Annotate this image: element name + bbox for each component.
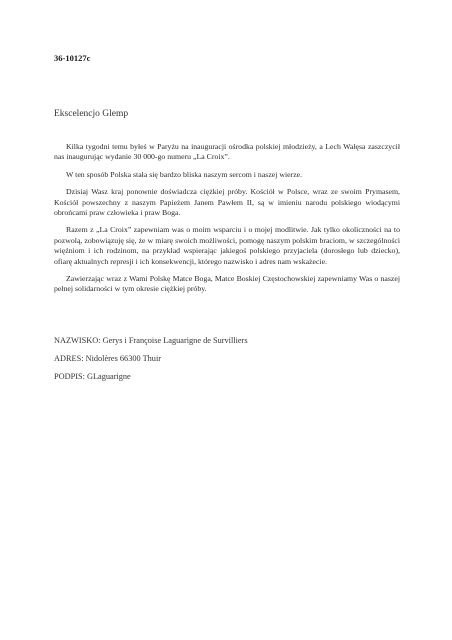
sender-details [54, 336, 248, 390]
letter-body [54, 142, 400, 302]
paragraph-2: W ten sposób Polska stała się bardzo bliska naszym sercom i naszej wierze. [66, 169, 303, 179]
sender-signature: PODPIS: GLaguarigne [54, 372, 131, 381]
paragraph-4: Razem z „La Croix” zapewniam was o moim wsparciu i o mojej modlitwie. Jak tylko okoliczności na to pozwolą, zobowiązuję się, że w miarę swoich możliwości, pomogę naszym polskim braciom, w szczególności więźniom i ich rodzinom, na przykład wspierając jakiegoś polskiego przyjaciela (dorosłego lub dziecko), ofiarę aktualnych represji i ich konsekwencji, którego nazwisko i adres nam wskażecie. [54, 225, 400, 266]
paragraph-1: Kilka tygodni temu byłeś w Paryżu na inauguracji ośrodka polskiej młodzieży, a Lech Wałęsa zaszczycił nas inaugurując wydanie 30 000-go numeru „La Croix”. [54, 142, 400, 162]
paragraph-3: Dzisiaj Wasz kraj ponownie doświadcza ciężkiej próby. Kościół w Polsce, wraz ze swoim Prymasem, Kościół powszechny z naszym Papieżem Janem Pawłem II, są w imieniu narodu polskiego wiodącymi obrońcami praw człowieka i praw Boga. [54, 187, 400, 218]
paragraph-5: Zawierzając wraz z Wami Polskę Matce Boga, Matce Boskiej Częstochowskiej zapewniamy Was o naszej pełnej solidarności w tym okresie ciężkiej próby. [54, 274, 400, 294]
sender-name: NAZWISKO: Gerys i Françoise Laguarigne de Survilliers [54, 336, 248, 345]
sender-address: ADRES: Nidolères 66300 Thuir [54, 354, 162, 363]
reference-number: 36-10127c [54, 53, 91, 63]
letter-greeting: Ekscelencjo Glemp [54, 109, 129, 119]
